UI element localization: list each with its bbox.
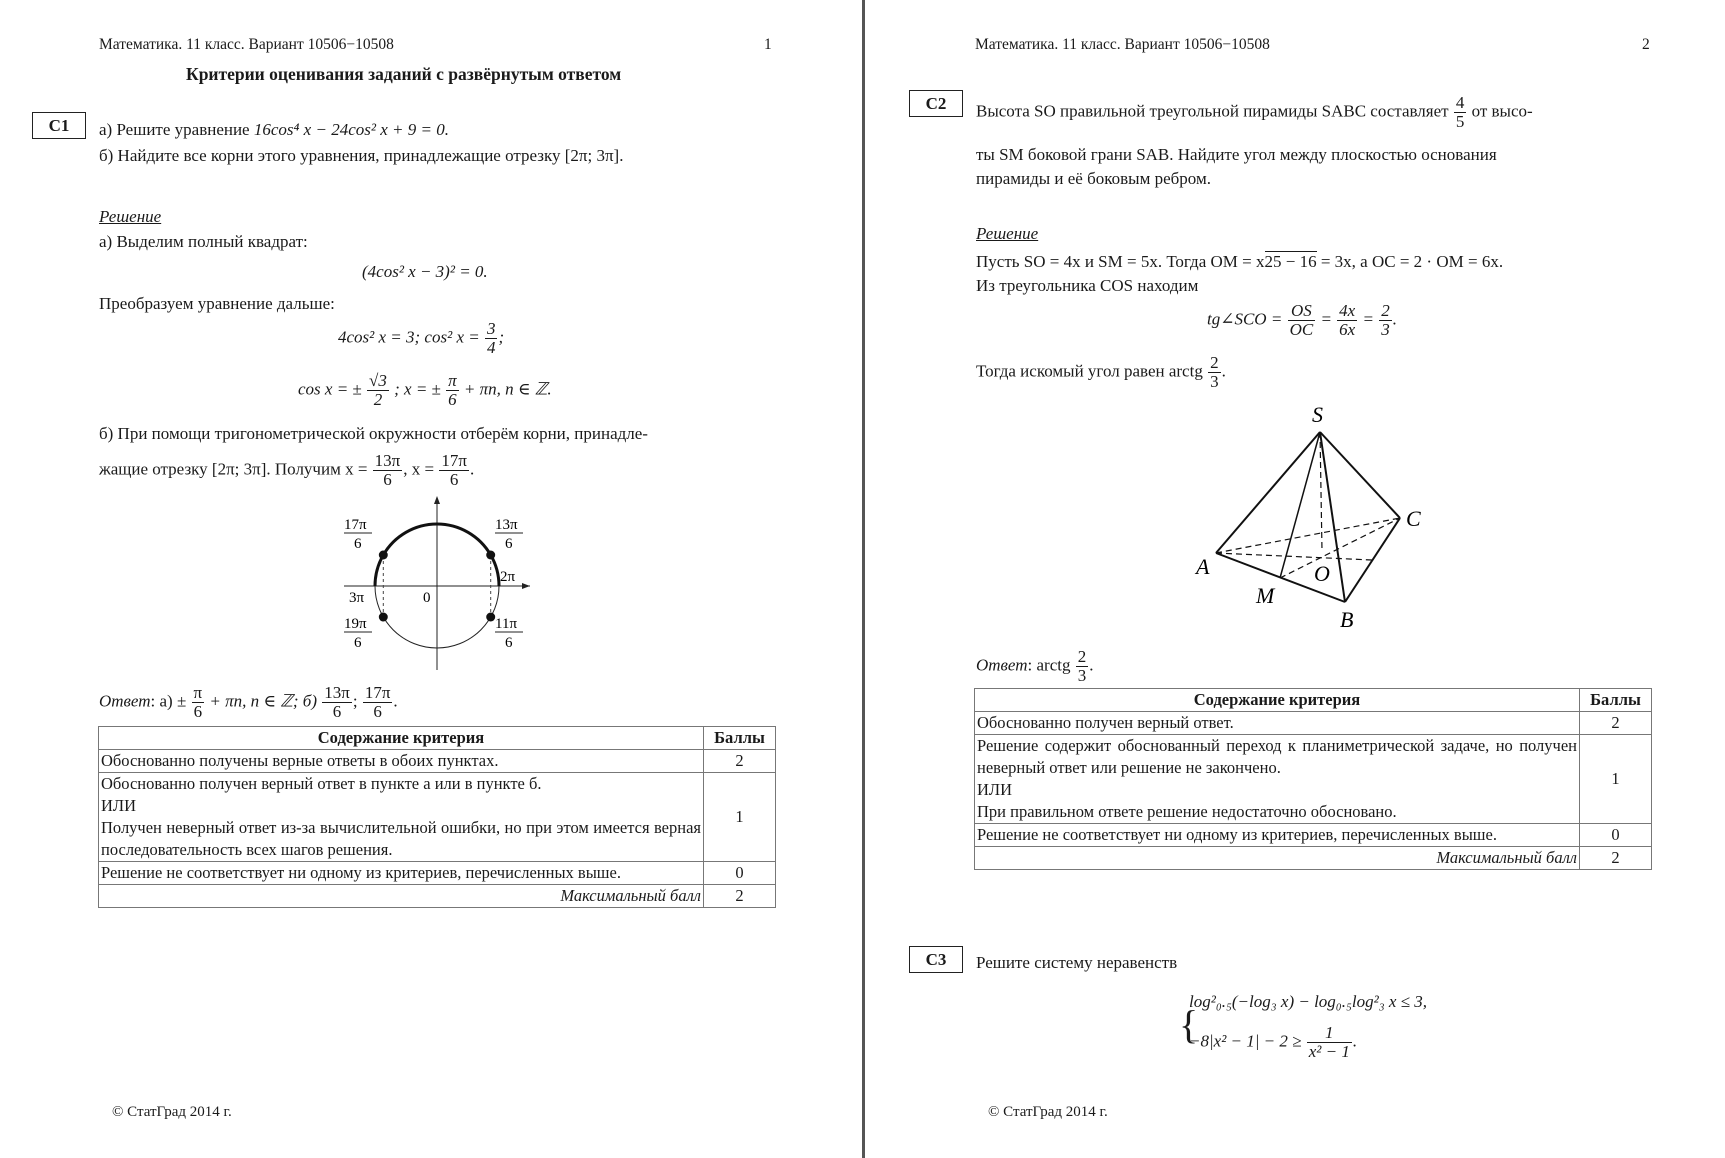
- label-zero: 0: [423, 590, 431, 606]
- page-number: 1: [764, 36, 772, 53]
- solution-c2-line-1: [976, 252, 1503, 272]
- task-a: [99, 120, 449, 140]
- eq2-fraction-1: $\frac{√3}{2}$: [369, 371, 387, 409]
- eq1-fraction: $\frac{3}{4}$: [486, 319, 496, 357]
- arc-left: [375, 555, 383, 586]
- table-header-row: [975, 689, 1652, 712]
- table-row: [975, 735, 1652, 824]
- max-score-value: 2: [704, 885, 776, 908]
- solution-text-a: Пусть SO = 4x и SM = 5x. Тогда OM = x: [976, 252, 1265, 271]
- criterion-text: Решение содержит обоснованный переход к планиметрической задаче, но получен неверный ответ или решение не закончено. ИЛИ При правильном ответе решение недостаточно обосновано.: [975, 735, 1580, 824]
- system-brace: {: [1179, 1002, 1199, 1047]
- eq2-left: cos x = ±: [298, 379, 362, 399]
- page-footer: © СтатГрад 2014 г.: [988, 1104, 1108, 1120]
- task-label-c1: C1: [32, 112, 86, 139]
- tg-fraction-1: $\frac{OS}{OC}$: [1289, 301, 1314, 339]
- vertex-B-label: B: [1340, 607, 1354, 632]
- solution-c2-line-2: Из треугольника COS находим: [976, 276, 1199, 295]
- root-13pi-6: $\frac{13\pi}{6}$: [374, 451, 401, 489]
- label-13pi-num: 13π: [495, 517, 518, 533]
- equation-line-2: [298, 372, 552, 409]
- criterion-text: Решение не соответствует ни одному из критериев, перечисленных выше.: [975, 824, 1580, 847]
- point-M-label: M: [1256, 583, 1275, 608]
- root-17pi-6: $\frac{17\pi}{6}$: [441, 451, 467, 489]
- label-11pi-den: 6: [505, 635, 513, 651]
- solution-text-b: = 3x, а OC = 2 · OM = 6x.: [1320, 252, 1504, 271]
- task-a-equation: 16cos⁴ x − 24cos² x + 9 = 0.: [253, 120, 449, 139]
- answer-c2: Ответ: arctg $\frac{2}{3}$ .: [976, 647, 1094, 685]
- criterion-points: 2: [704, 750, 776, 773]
- eq2-right: + πn, n ∈ ℤ.: [463, 379, 552, 399]
- task-label-c3: C3: [909, 946, 963, 973]
- label-13pi-den: 6: [505, 536, 513, 552]
- point-11pi-6: [486, 613, 495, 622]
- vertex-S-label: S: [1312, 402, 1323, 427]
- pyramid-diagram: [1182, 400, 1442, 635]
- edge-SA: [1216, 432, 1320, 553]
- edge-SC: [1320, 432, 1400, 518]
- label-19pi-den: 6: [354, 635, 362, 651]
- table-max-row: [975, 847, 1652, 870]
- table-row: [975, 824, 1652, 847]
- label-3pi: 3π: [349, 590, 365, 606]
- criteria-table-c2: [974, 688, 1652, 870]
- solution-a-intro: а) Выделим полный квадрат:: [99, 232, 308, 251]
- criterion-points: 0: [704, 862, 776, 885]
- task-label-c2: C2: [909, 90, 963, 117]
- tg-left: tg∠SCO =: [1207, 309, 1283, 329]
- task-c3-text: Решите систему неравенств: [976, 953, 1178, 972]
- criterion-text: Обоснованно получен верный ответ в пункте а или в пункте б. ИЛИ Получен неверный ответ из-за вычислительной ошибки, но при этом имеется верная последовательность всех шагов решения.: [99, 773, 704, 862]
- tg-fraction-3: $\frac{2}{3}$: [1381, 301, 1390, 339]
- criterion-points: 0: [1580, 824, 1652, 847]
- table-row: [99, 862, 776, 885]
- system-line-1: log²₀.₅(−log₃ x) − log₀.₅log²₃ x ≤ 3,: [1189, 992, 1427, 1011]
- edge-AC-hidden: [1216, 518, 1400, 553]
- eq1-left: 4cos² x = 3; cos² x =: [338, 327, 480, 347]
- tg-fraction-2: $\frac{4x}{6x}$: [1339, 301, 1356, 339]
- answer-label: Ответ: [976, 655, 1028, 675]
- tangent-equation: tg∠SCO = $\frac{OS}{OC}$ = $\frac{4x}{6x}$ = $\frac{2}{3}$ .: [1207, 301, 1397, 339]
- page-footer: © СтатГрад 2014 г.: [112, 1104, 232, 1120]
- solution-label: Решение: [976, 224, 1039, 243]
- answer-a-prefix: : а) ±: [150, 691, 187, 711]
- task-b: [99, 146, 623, 166]
- table-row: [99, 773, 776, 862]
- task-c2-text-1b: от высо-: [1471, 101, 1533, 121]
- trig-circle-diagram: [330, 490, 540, 680]
- point-19pi-6: [379, 613, 388, 622]
- label-2pi: 2π: [500, 569, 516, 585]
- transform-text: Преобразуем уравнение дальше:: [99, 294, 335, 313]
- task-a-text: а) Решите уравнение: [99, 120, 254, 139]
- col-content-header: Содержание критерия: [99, 727, 704, 750]
- max-score-label: Максимальный балл: [975, 847, 1580, 870]
- median-A: [1216, 553, 1372, 560]
- max-score-label: Максимальный балл: [99, 885, 704, 908]
- task-c2-text-1: Высота SO правильной треугольной пирамиды SABC составляет: [976, 101, 1449, 121]
- part-b-mid: , x =: [403, 459, 435, 479]
- criterion-text: Решение не соответствует ни одному из критериев, перечисленных выше.: [99, 862, 704, 885]
- part-b-line-2: жащие отрезку [2π; 3π]. Получим x = $\frac{13\pi}{6}$ , x = $\frac{17\pi}{6}$ .: [99, 451, 475, 489]
- solution-label: Решение: [99, 207, 162, 226]
- part-b-line-1: б) При помощи тригонометрической окружности отберём корни, принадле-: [99, 424, 648, 443]
- label-17pi-den: 6: [354, 536, 362, 552]
- page-title: Критерии оценивания заданий с развёрнутым ответом: [186, 64, 622, 84]
- table-row: [975, 712, 1652, 735]
- col-points-header: Баллы: [704, 727, 776, 750]
- answer-label: Ответ: [99, 691, 151, 711]
- point-17pi-6: [379, 551, 388, 560]
- page-separator: [862, 0, 865, 1158]
- point-O-label: O: [1314, 561, 1330, 586]
- task-c2-fraction: $\frac{4}{5}$: [1455, 93, 1465, 131]
- result-text: Тогда искомый угол равен arctg: [976, 361, 1203, 381]
- table-max-row: [99, 885, 776, 908]
- label-11pi-num: 11π: [495, 616, 518, 632]
- x-axis-arrow: [522, 583, 530, 589]
- edge-BC: [1345, 518, 1400, 602]
- system-line-2-left: −8|x² − 1| − 2 ≥: [1189, 1031, 1302, 1051]
- system-line-2: −8|x² − 1| − 2 ≥ $\frac{1}{\text{x² − 1}}$ .: [1189, 1023, 1358, 1061]
- vertex-C-label: C: [1406, 506, 1421, 531]
- result-fraction: $\frac{2}{3}$: [1210, 353, 1219, 391]
- vertex-A-label: A: [1196, 554, 1210, 579]
- full-square-equation: (4cos² x − 3)² = 0.: [362, 262, 488, 281]
- criterion-points: 1: [704, 773, 776, 862]
- equation-line-1: 4cos² x = 3; cos² x = $\frac{3}{4}$ ;: [338, 319, 505, 357]
- task-c2-line-2: ты SM боковой грани SAB. Найдите угол между плоскостью основания: [976, 145, 1497, 164]
- answer-b1-fraction: $\frac{13\pi}{6}$: [324, 683, 350, 721]
- task-c2-line-1: [976, 94, 1533, 131]
- system-fraction: $\frac{1}{\text{x² − 1}}$: [1308, 1023, 1350, 1061]
- criterion-text: Обоснованно получен верный ответ.: [975, 712, 1580, 735]
- part-b-prefix: жащие отрезку [2π; 3π]. Получим x =: [99, 459, 368, 479]
- label-17pi-num: 17π: [344, 517, 367, 533]
- label-19pi-num: 19π: [344, 616, 367, 632]
- criterion-points: 1: [1580, 735, 1652, 824]
- task-b-interval: [2π; 3π].: [564, 146, 624, 165]
- task-b-text: б) Найдите все корни этого уравнения, принадлежащие отрезку: [99, 146, 565, 165]
- result-c2: Тогда искомый угол равен arctg $\frac{2}{3}$ .: [976, 353, 1226, 391]
- table-row: [99, 750, 776, 773]
- table-header-row: [99, 727, 776, 750]
- page-header: Математика. 11 класс. Вариант 10506−10508: [99, 36, 394, 53]
- eq2-mid: ; x = ±: [394, 379, 441, 399]
- criteria-table-c1: [98, 726, 776, 908]
- page-2: [867, 0, 1725, 1158]
- point-13pi-6: [486, 551, 495, 560]
- eq2-fraction-2: $\frac{\pi}{6}$: [448, 371, 457, 409]
- page-number: 2: [1642, 36, 1650, 53]
- page-1: [0, 0, 862, 1158]
- answer-a-suffix: + πn, n ∈ ℤ; б): [209, 691, 317, 711]
- col-points-header: Баллы: [1580, 689, 1652, 712]
- page-header: Математика. 11 класс. Вариант 10506−10508: [975, 36, 1270, 53]
- task-c2-line-3: пирамиды и её боковым ребром.: [976, 169, 1211, 188]
- answer-c1: Ответ: а) ± $\frac{\pi}{6}$ + πn, n ∈ ℤ; б) $\frac{13\pi}{6}$ ; $\frac{17\pi}{6}$ .: [99, 683, 398, 721]
- answer-prefix: : arctg: [1027, 655, 1071, 675]
- criterion-text: Обоснованно получены верные ответы в обоих пунктах.: [99, 750, 704, 773]
- max-score-value: 2: [1580, 847, 1652, 870]
- criterion-points: 2: [1580, 712, 1652, 735]
- sqrt-radicand: 25 − 16: [1264, 252, 1317, 271]
- col-content-header: Содержание критерия: [975, 689, 1580, 712]
- y-axis-arrow: [434, 496, 440, 504]
- answer-a-fraction: $\frac{\pi}{6}$: [193, 683, 203, 721]
- answer-b2-fraction: $\frac{17\pi}{6}$: [364, 683, 391, 721]
- answer-fraction: $\frac{2}{3}$: [1077, 647, 1087, 685]
- arc-right: [491, 555, 499, 586]
